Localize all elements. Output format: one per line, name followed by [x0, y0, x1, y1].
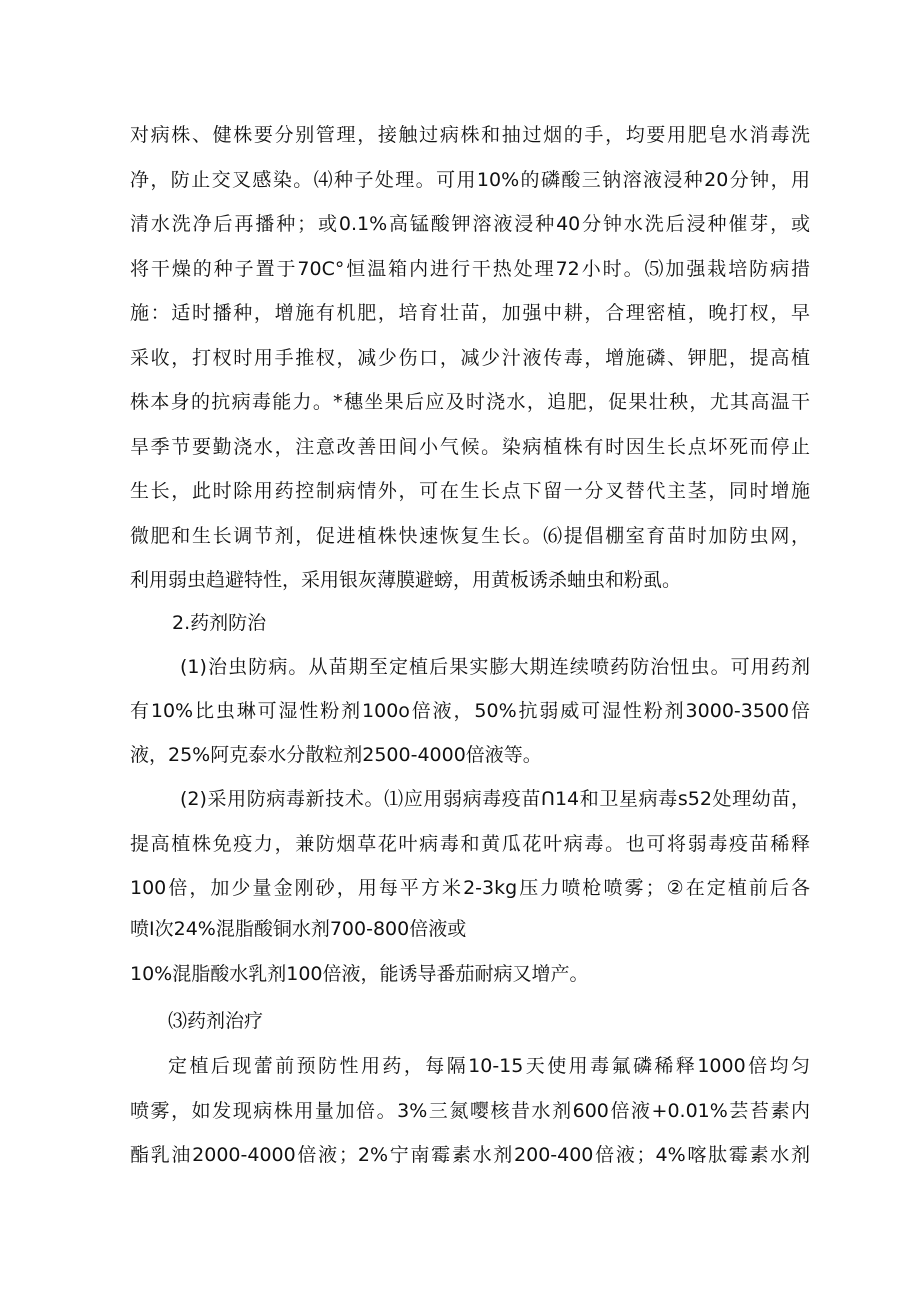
text-line: 株本身的抗病毒能力。*穗坐果后应及时浇水，追肥，促果壮秧，尤其高温干: [130, 391, 810, 413]
text-line: 施：适时播种，增施有机肥，培育壮苗，加强中耕，合理密植，晚打杈，早: [130, 302, 810, 324]
text-line: 利用弱虫趋避特性，采用银灰薄膜避螃，用黄板诱杀蚰虫和粉虱。: [130, 569, 682, 591]
text-line: 10%混脂酸水乳剂100倍液，能诱导番茄耐病又增产。: [130, 963, 589, 985]
text-line: 旱季节要勤浇水，注意改善田间小气候。染病植株有时因生长点坏死而停止: [130, 436, 810, 458]
text-line: 对病株、健株要分别管理，接触过病株和抽过烟的手，均要用肥皂水消毒洗: [130, 124, 810, 146]
text-line: 将干燥的种子置于70C°恒温箱内进行干热处理72小时。⑸加强栽培防病措: [130, 258, 810, 280]
section-heading: ⑶药剂治疗: [168, 1010, 264, 1032]
text-line: (2)采用防病毒新技术。⑴应用弱病毒疫苗Ո14和卫星病毒s52处理幼苗，: [180, 788, 810, 810]
text-line: 生长，此时除用药控制病情外，可在生长点下留一分叉替代主茎，同时增施: [130, 480, 810, 502]
text-line: 提高植株免疫力，兼防烟草花叶病毒和黄瓜花叶病毒。也可将弱毒疫苗稀释: [130, 833, 810, 855]
section-heading: 2.药剂防治: [172, 612, 267, 634]
text-line: (1)治虫防病。从苗期至定植后果实膨大期连续喷药防治忸虫。可用药剂: [180, 656, 810, 678]
text-line: 喷I次24%混脂酸铜水剂700-800倍液或: [130, 918, 467, 940]
text-line: 采收，打杈时用手推杈，减少伤口，减少汁液传毒，增施磷、钾肥，提高植: [130, 347, 810, 369]
text-line: 液，25%阿克泰水分散粒剂2500-4000倍液等。: [130, 744, 542, 766]
text-line: 清水洗净后再播种；或0.1%高锰酸钾溶液浸种40分钟水洗后浸种催芽，或: [130, 213, 810, 235]
text-line: 100倍，加少量金刚砂，用每平方米2-3kg压力喷枪喷雾；②在定植前后各: [130, 877, 810, 899]
text-line: 有10%比虫琳可湿性粉剂100o倍液，50%抗弱威可湿性粉剂3000-3500倍: [130, 700, 810, 722]
text-line: 定植后现蕾前预防性用药，每隔10-15天使用毒氟磷稀释1000倍均匀: [168, 1055, 810, 1077]
text-line: 微肥和生长调节剂，促进植株快速恢复生长。⑹提倡棚室育苗时加防虫网，: [130, 525, 810, 547]
text-line: 净，防止交叉感染。⑷种子处理。可用10%的磷酸三钠溶液浸种20分钟，用: [130, 169, 810, 191]
text-line: 喷雾，如发现病株用量加倍。3%三氮嘤核昔水剂600倍液+0.01%芸苔素内: [130, 1100, 810, 1122]
text-line: 酯乳油2000-4000倍液；2%宁南霉素水剂200-400倍液；4%喀肽霉素水剂: [130, 1144, 810, 1166]
